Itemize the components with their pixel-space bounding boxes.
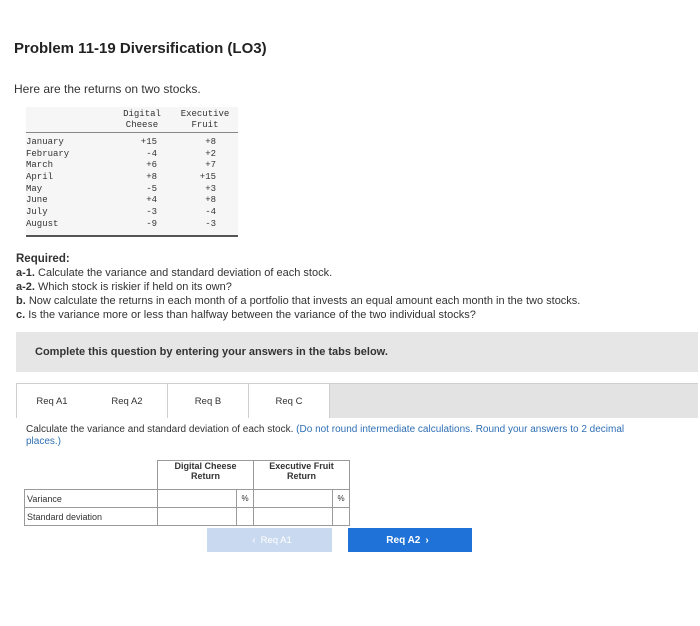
table-row: August -9 -3 (26, 218, 216, 229)
table-row: January +15 +8 (26, 137, 216, 147)
required-item-a1: a-1. Calculate the variance and standard deviation of each stock. (16, 267, 333, 279)
standard-deviation-label: Standard deviation (25, 508, 158, 526)
required-section (16, 252, 580, 322)
table-row: July -3 -4 (26, 207, 216, 218)
tab-content-req-a1 (16, 418, 698, 626)
required-heading: Required: (16, 253, 70, 265)
prev-button[interactable]: ‹ Req A1 (207, 528, 332, 552)
variance-executive-fruit-input[interactable] (254, 491, 332, 506)
std-dev-executive-fruit-input[interactable] (254, 509, 332, 524)
returns-table-header (26, 107, 238, 137)
chevron-left-icon: ‹ (252, 534, 256, 546)
table-row: March +6 +7 (26, 160, 216, 171)
executive-fruit-return-header: Executive Fruit Return (254, 461, 350, 490)
tab-req-a1[interactable]: Req A1 (16, 384, 88, 419)
intro-text: Here are the returns on two stocks. (14, 82, 201, 96)
chevron-right-icon: › (425, 534, 429, 546)
executive-fruit-header: Executive Fruit (180, 109, 230, 130)
digital-cheese-header: Digital Cheese (123, 109, 161, 130)
table-row: February -4 +2 (26, 148, 216, 159)
digital-cheese-return-header: Digital Cheese Return (158, 461, 254, 490)
required-item-c: c. Is the variance more or less than halfway between the variance of the two individual stocks? (16, 309, 476, 321)
table-row (25, 490, 350, 508)
tab-req-a2[interactable]: Req A2 (87, 384, 168, 418)
rounding-note: (Do not round intermediate calculations. Round your answers to 2 decimal places.) (26, 424, 625, 447)
variance-digital-cheese-input[interactable] (158, 491, 236, 506)
tab-req-b[interactable]: Req B (168, 384, 249, 418)
tab-req-c[interactable]: Req C (249, 384, 330, 418)
instruction-panel (16, 332, 698, 372)
answer-grid (24, 460, 350, 526)
page-title: Problem 11-19 Diversification (LO3) (14, 40, 267, 57)
table-row: May -5 +3 (26, 183, 216, 194)
percent-unit: % (333, 490, 350, 508)
percent-unit: % (237, 490, 254, 508)
panel-text: Complete this question by entering your answers in the tabs below. (35, 346, 388, 358)
header-divider (26, 132, 238, 133)
tab-bar (16, 383, 698, 419)
returns-table (26, 107, 238, 237)
next-button[interactable]: Req A2 › (348, 528, 472, 552)
variance-label: Variance (25, 490, 158, 508)
answer-instruction: Calculate the variance and standard deviation of each stock. (Do not round intermediate calculations. Round your answers to 2 decimal places.) (26, 424, 625, 447)
table-row (25, 508, 350, 526)
std-dev-digital-cheese-input[interactable] (158, 509, 236, 524)
required-item-b: b. Now calculate the returns in each month of a portfolio that invests an equal amount each month in the two stocks. (16, 295, 581, 307)
table-row: June +4 +8 (26, 195, 216, 206)
required-item-a2: a-2. Which stock is riskier if held on its own? (16, 281, 232, 293)
table-row: April +8 +15 (26, 172, 216, 183)
